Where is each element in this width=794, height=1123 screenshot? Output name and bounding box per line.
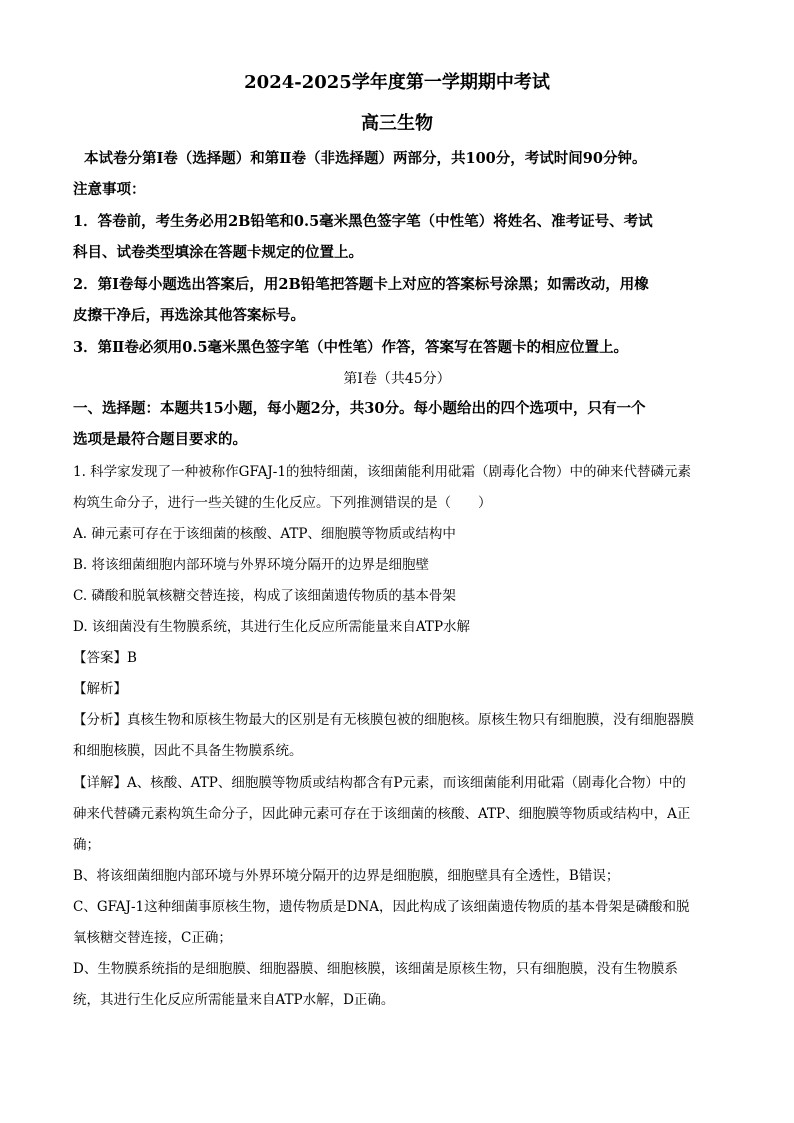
notice-item-3-line-1: 3．第Ⅱ卷必须用0.5毫米黑色签字笔（中性笔）作答，答案写在答题卡的相应位置上。 bbox=[73, 339, 629, 356]
question-1-option-b: B. 将该细菌细胞内部环境与外界环境分隔开的边界是细胞壁 bbox=[73, 557, 430, 573]
analysis-b-line: B、将该细菌细胞内部环境与外界环境分隔开的边界是细胞膜，细胞壁具有全透性，B错误； bbox=[73, 868, 620, 884]
question-1-option-c: C. 磷酸和脱氧核糖交替连接，构成了该细菌遗传物质的基本骨架 bbox=[73, 588, 456, 604]
notice-item-1-line-1: 1．答卷前，考生务必用2B铅笔和0.5毫米黑色签字笔（中性笔）将姓名、准考证号、考试 bbox=[73, 213, 653, 230]
intro-text: 本试卷分第Ⅰ卷（选择题）和第Ⅱ卷（非选择题）两部分，共100分，考试时间90分钟。 bbox=[84, 150, 647, 167]
notice-heading: 注意事项： bbox=[73, 181, 146, 198]
part-instruction-line-2: 选项是最符合题目要求的。 bbox=[73, 431, 247, 448]
exam-title: 2024-2025学年度第一学期期中考试 bbox=[244, 72, 550, 93]
notice-item-2-line-1: 2．第Ⅰ卷每小题选出答案后，用2B铅笔把答题卡上对应的答案标号涂黑；如需改动，用橡 bbox=[73, 276, 649, 293]
section-heading: 第Ⅰ卷（共45分） bbox=[343, 371, 451, 387]
analysis-xiangjie-line-1: 【详解】A、核酸、ATP、细胞膜等物质或结构都含有P元素，而该细菌能利用砒霜（剧毒化合物）中的 bbox=[73, 775, 686, 791]
analysis-fenxi-line-1: 【分析】真核生物和原核生物最大的区别是有无核膜包被的细胞核。原核生物只有细胞膜，没有细胞器膜 bbox=[73, 712, 694, 728]
analysis-c-line-2: 氧核糖交替连接，C正确； bbox=[73, 930, 232, 946]
analysis-xiangjie-line-2: 砷来代替磷元素构筑生命分子，因此砷元素可存在于该细菌的核酸、ATP、细胞膜等物质或结构中，A正 bbox=[73, 806, 691, 822]
analysis-xiangjie-line-3: 确； bbox=[73, 837, 100, 853]
question-1-option-d: D. 该细菌没有生物膜系统，其进行生化反应所需能量来自ATP水解 bbox=[73, 619, 471, 635]
exam-subtitle: 高三生物 bbox=[361, 113, 433, 134]
question-1-stem-line-1: 1. 科学家发现了一种被称作GFAJ-1的独特细菌，该细菌能利用砒霜（剧毒化合物）中的砷来代替磷元素 bbox=[73, 464, 691, 480]
notice-item-2-line-2: 皮擦干净后，再选涂其他答案标号。 bbox=[73, 307, 305, 324]
notice-item-1-line-2: 科目、试卷类型填涂在答题卡规定的位置上。 bbox=[73, 244, 363, 261]
analysis-d-line-1: D、生物膜系统指的是细胞膜、细胞器膜、细胞核膜，该细菌是原核生物，只有细胞膜，没有生物膜系 bbox=[73, 961, 678, 977]
analysis-c-line-1: C、GFAJ-1这种细菌事原核生物，遗传物质是DNA，因此构成了该细菌遗传物质的基本骨架是磷酸和脱 bbox=[73, 899, 690, 915]
answer-label: 【答案】B bbox=[73, 650, 137, 666]
analysis-d-line-2: 统，其进行生化反应所需能量来自ATP水解，D正确。 bbox=[73, 992, 395, 1008]
part-instruction-line-1: 一、选择题：本题共15小题，每小题2分，共30分。每小题给出的四个选项中，只有一个 bbox=[73, 400, 646, 417]
analysis-heading: 【解析】 bbox=[73, 681, 127, 697]
question-1-stem-line-2: 构筑生命分子，进行一些关键的生化反应。下列推测错误的是（ ） bbox=[73, 495, 492, 511]
question-1-option-a: A. 砷元素可存在于该细菌的核酸、ATP、细胞膜等物质或结构中 bbox=[73, 526, 456, 542]
analysis-fenxi-line-2: 和细胞核膜，因此不具备生物膜系统。 bbox=[73, 743, 303, 759]
